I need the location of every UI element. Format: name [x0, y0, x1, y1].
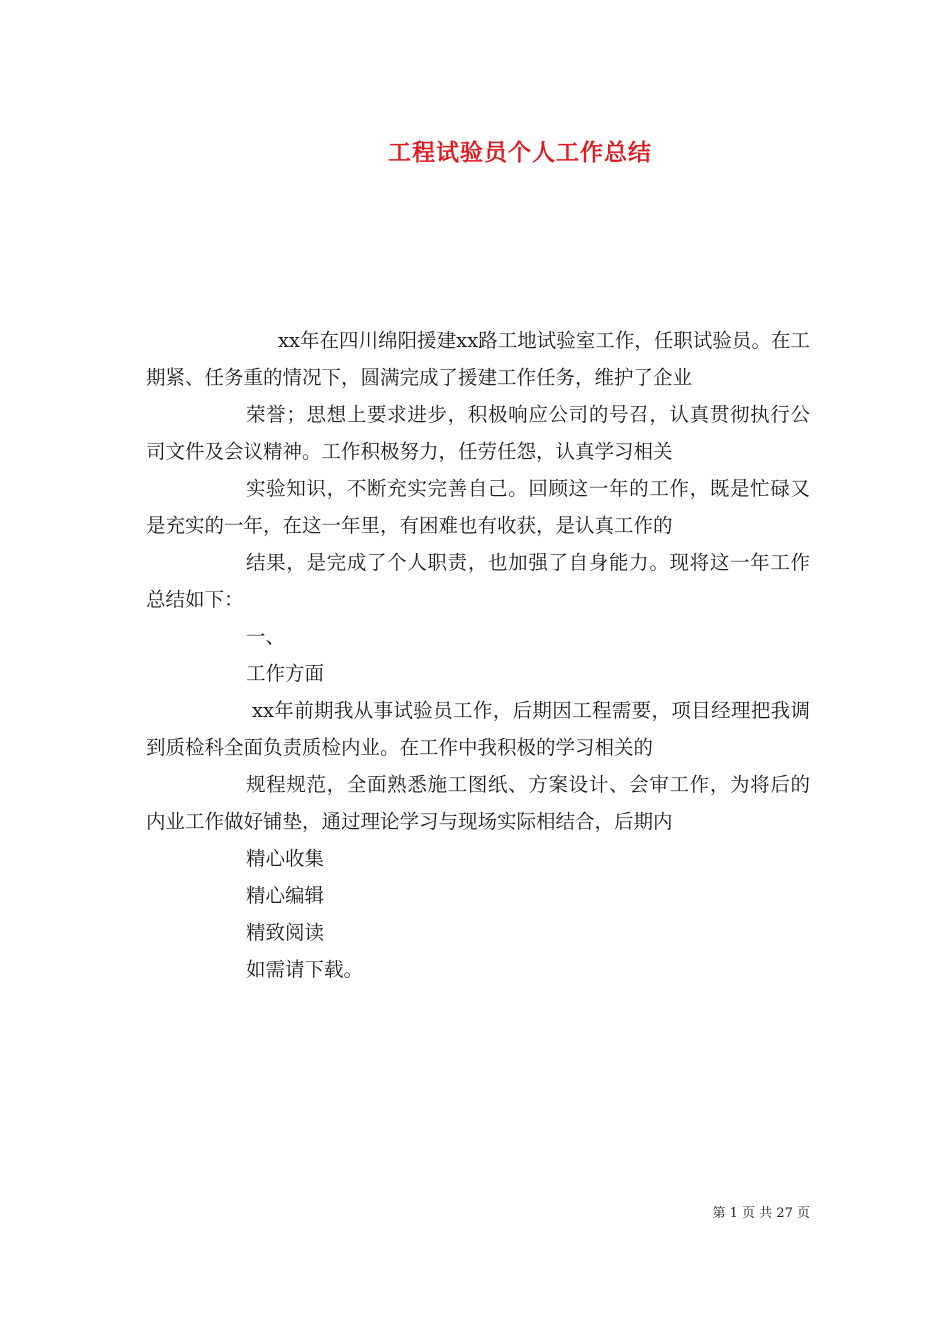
body-paragraph: 荣誉；思想上要求进步，积极响应公司的号召，认真贯彻执行公司文件及会议精神。工作积极努力，任劳任怨，认真学习相关 [146, 403, 810, 463]
section-heading: 工作方面 [246, 662, 325, 685]
closing-line: 精心收集 [246, 847, 325, 870]
body-paragraph: 规程规范，全面熟悉施工图纸、方案设计、会审工作，为将后的内业工作做好铺垫，通过理论学习与现场实际相结合，后期内 [146, 773, 810, 833]
closing-line: 精致阅读 [246, 921, 325, 944]
section-number: 一、 [246, 625, 286, 648]
document-body [146, 322, 810, 988]
body-paragraph: xx年前期我从事试验员工作，后期因工程需要，项目经理把我调到质检科全面负责质检内业。在工作中我积极的学习相关的 [146, 699, 810, 759]
page-title: 工程试验员个人工作总结 [388, 139, 652, 166]
body-paragraph: 实验知识，不断充实完善自己。回顾这一年的工作，既是忙碌又是充实的一年，在这一年里，有困难也有收获，是认真工作的 [146, 477, 810, 537]
closing-line: 精心编辑 [246, 884, 325, 907]
page-number-footer: 第 1 页 共 27 页 [712, 1206, 810, 1221]
body-paragraph: 结果，是完成了个人职责，也加强了自身能力。现将这一年工作总结如下： [146, 551, 810, 611]
closing-line: 如需请下载。 [246, 958, 364, 981]
body-paragraph: xx年在四川绵阳援建xx路工地试验室工作，任职试验员。在工期紧、任务重的情况下，圆满完成了援建工作任务，维护了企业 [146, 329, 810, 389]
